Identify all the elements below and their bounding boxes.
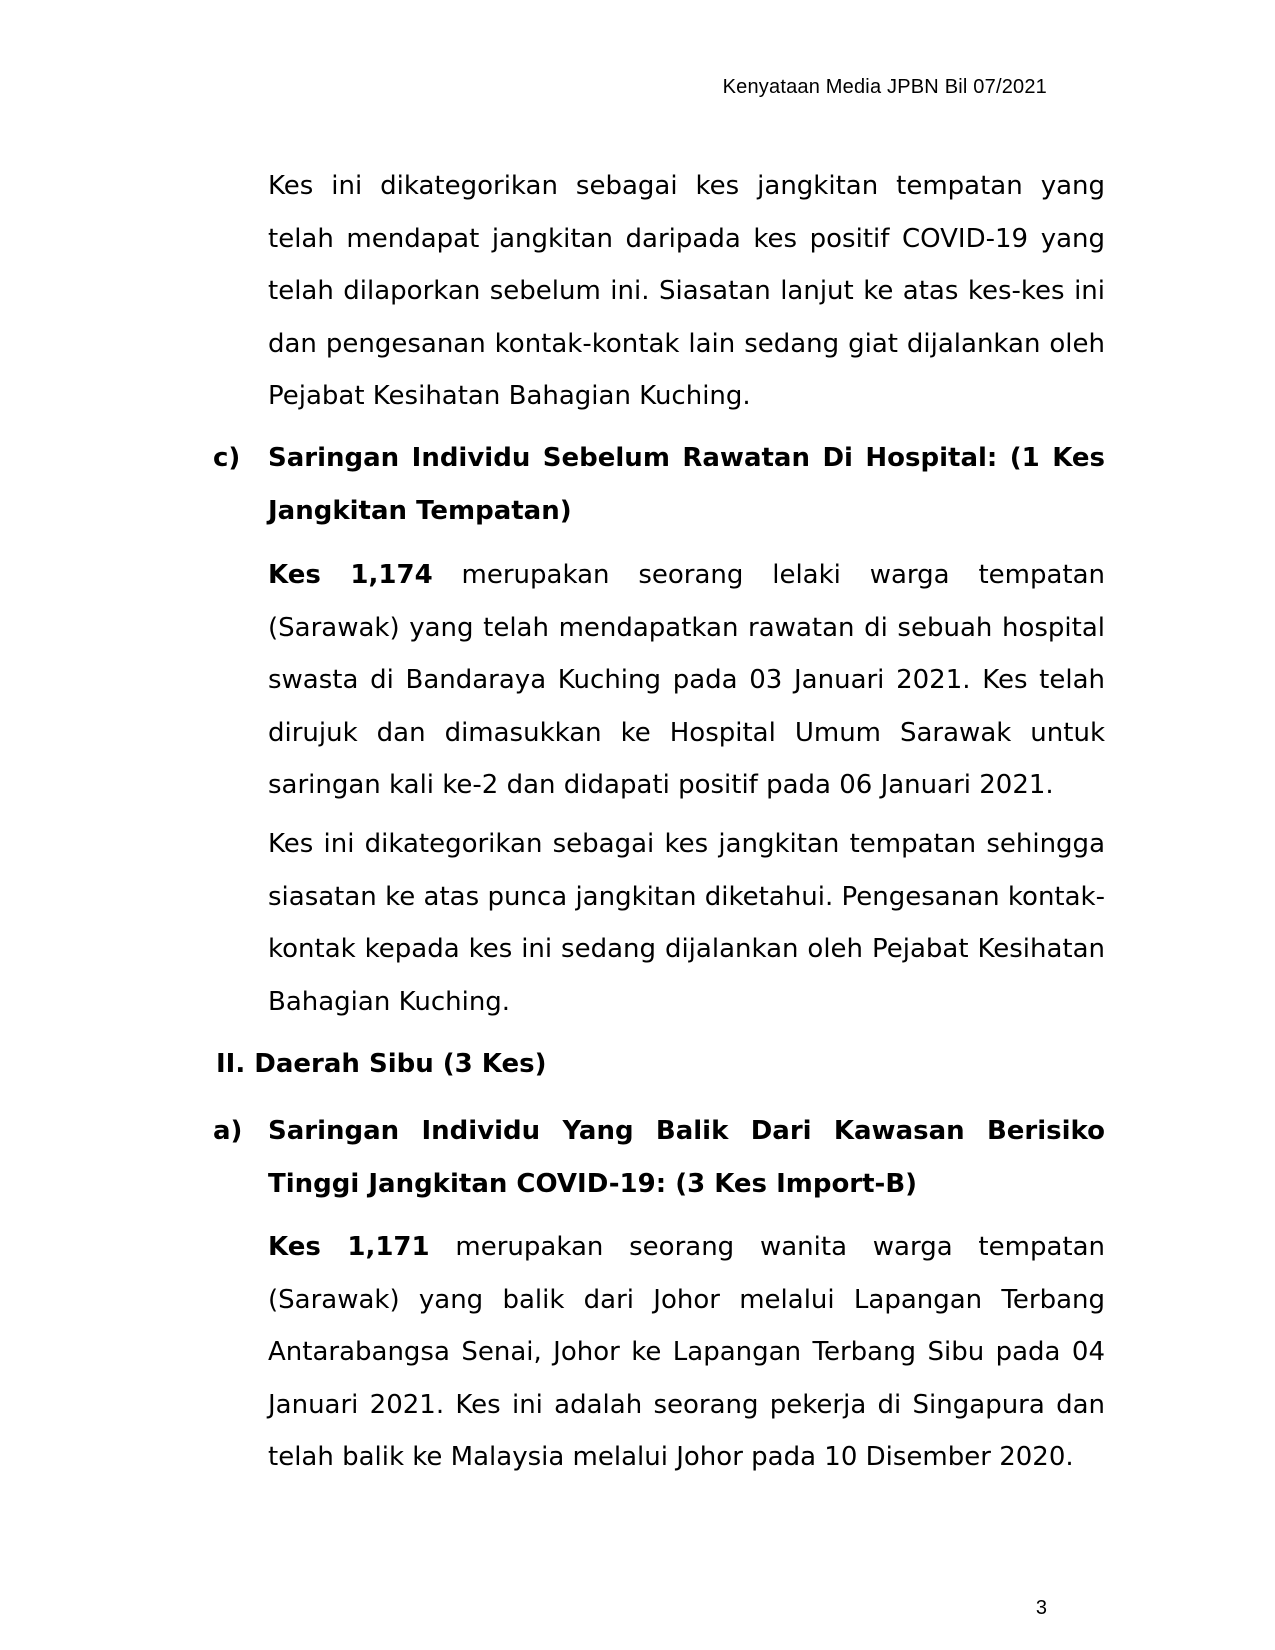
section-daerah-sibu-heading: II. Daerah Sibu (3 Kes) <box>216 1049 547 1079</box>
item-a-heading: Saringan Individu Yang Balik Dari Kawasan Berisiko Tinggi Jangkitan COVID-19: (3 Kes Import-B) <box>268 1116 1105 1199</box>
case-1174-label: Kes 1,174 <box>268 560 433 590</box>
case-1174-paragraph <box>268 549 1105 812</box>
case-1174-text: merupakan seorang lelaki warga tempatan (Sarawak) yang telah mendapatkan rawatan di sebuah hospital swasta di Bandaraya Kuching pada 03 Januari 2021. Kes telah dirujuk dan dimasukkan ke Hospital Umum Sarawak untuk saringan kali ke-2 dan didapati positif pada 06 Januari 2021. <box>268 560 1106 800</box>
paragraph-local-infection-kuching: Kes ini dikategorikan sebagai kes jangkitan tempatan yang telah mendapat jangkitan daripada kes positif COVID-19 yang telah dilaporkan sebelum ini. Siasatan lanjut ke atas kes-kes ini dan pengesanan kontak-kontak lain sedang giat dijalankan oleh Pejabat Kesihatan Bahagian Kuching. <box>268 171 1105 411</box>
paragraph-case-1174-category: Kes ini dikategorikan sebagai kes jangkitan tempatan sehingga siasatan ke atas punca jangkitan diketahui. Pengesanan kontak-kontak kepada kes ini sedang dijalankan oleh Pejabat Kesihatan Bahagian Kuching. <box>268 829 1105 1017</box>
item-c-heading: Saringan Individu Sebelum Rawatan Di Hospital: (1 Kes Jangkitan Tempatan) <box>268 443 1105 526</box>
case-1171-text: merupakan seorang wanita warga tempatan (Sarawak) yang balik dari Johor melalui Lapangan Terbang Antarabangsa Senai, Johor ke Lapangan Terbang Sibu pada 04 Januari 2021. Kes ini adalah seorang pekerja di Singapura dan telah balik ke Malaysia melalui Johor pada 10 Disember 2020. <box>268 1232 1105 1472</box>
case-1171-label: Kes 1,171 <box>268 1232 430 1262</box>
page-number: 3 <box>1035 1597 1047 1619</box>
case-1171-paragraph <box>268 1221 1105 1484</box>
item-a-marker: a) <box>213 1116 243 1146</box>
document-header: Kenyataan Media JPBN Bil 07/2021 <box>722 76 1047 98</box>
item-c-marker: c) <box>213 443 241 473</box>
